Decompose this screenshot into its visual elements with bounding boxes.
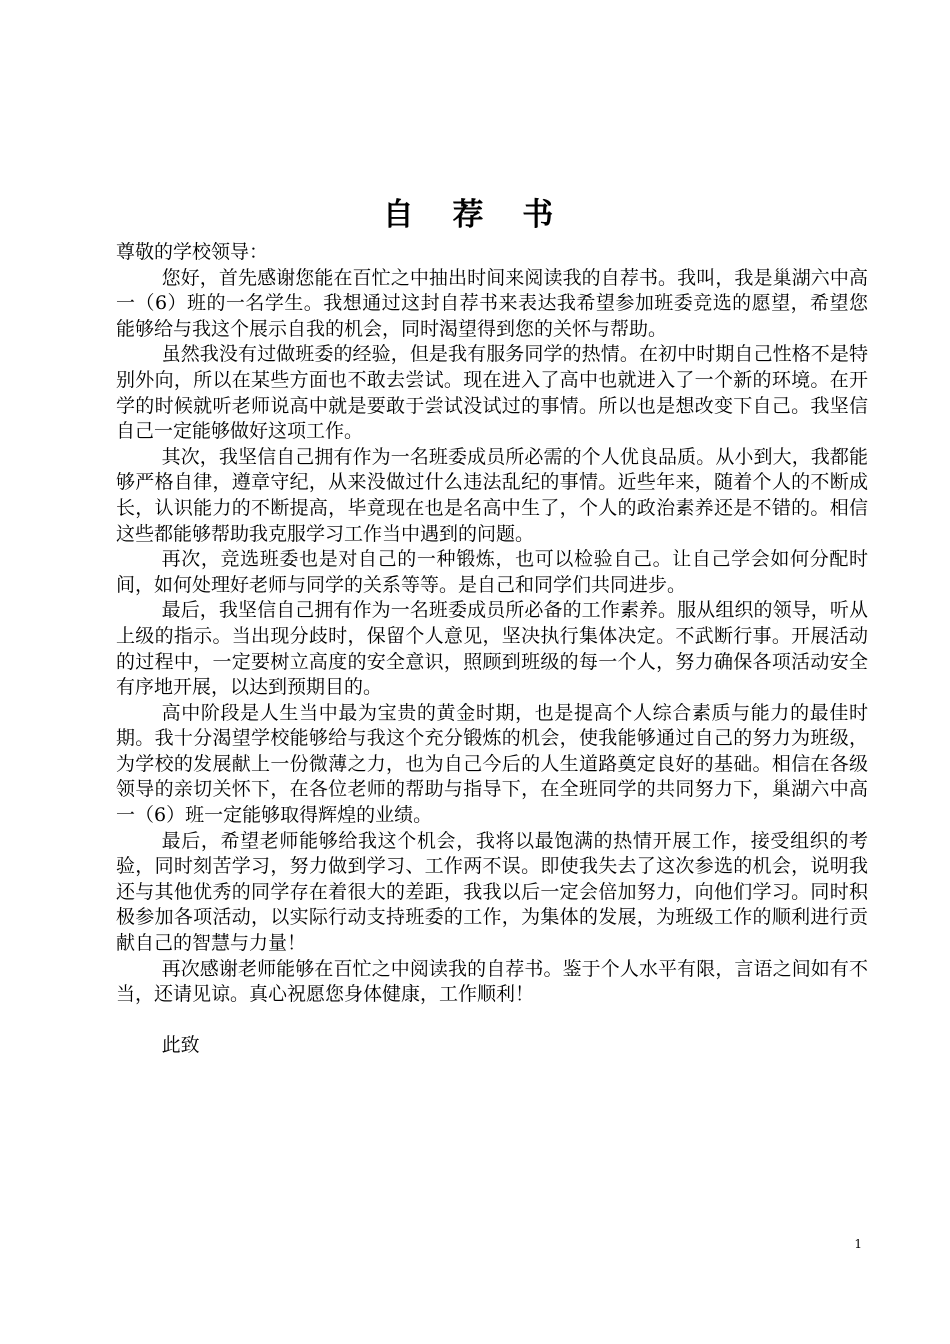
document-title: 自 荐 书 [382, 196, 568, 233]
paragraph-5: 最后，我坚信自己拥有作为一名班委成员所必备的工作素养。服从组织的领导，听从上级的指示。当出现分歧时，保留个人意见，坚决执行集体决定。不武断行事。开展活动的过程中，一定要树立高度的安全意识，照顾到班级的每一个人，努力确保各项活动安全有序地开展，以达到预期目的。 [116, 599, 868, 699]
letter-body [116, 240, 868, 1058]
paragraph-4: 再次，竞选班委也是对自己的一种锻炼，也可以检验自己。让自己学会如何分配时间，如何处理好老师与同学的关系等等。是自己和同学们共同进步。 [116, 548, 868, 596]
paragraph-8: 再次感谢老师能够在百忙之中阅读我的自荐书。鉴于个人水平有限，言语之间如有不当，还请见谅。真心祝愿您身体健康，工作顺利！ [116, 957, 868, 1006]
paragraph-6: 高中阶段是人生当中最为宝贵的黄金时期，也是提高个人综合素质与能力的最佳时期。我十分渴望学校能够给与我这个充分锻炼的机会，使我能够通过自己的努力为班级，为学校的发展献上一份微薄之力，也为自己今后的人生道路奠定良好的基础。相信在各级领导的亲切关怀下，在各位老师的帮助与指导下，在全班同学的共同努力下，巢湖六中高一（6）班一定能够取得辉煌的业绩。 [116, 701, 868, 827]
paragraph-3: 其次，我坚信自己拥有作为一名班委成员所必需的个人优良品质。从小到大，我都能够严格自律，遵章守纪，从来没做过什么违法乱纪的事情。近些年来，随着个人的不断成长，认识能力的不断提高，毕竟现在也是名高中生了，个人的政治素养还是不错的。相信这些都能够帮助我克服学习工作当中遇到的问题。 [116, 445, 868, 545]
paragraph-2: 虽然我没有过做班委的经验，但是我有服务同学的热情。在初中时期自己性格不是特别外向，所以在某些方面也不敢去尝试。现在进入了高中也就进入了一个新的环境。在开学的时候就听老师说高中就是要敢于尝试没试过的事情。所以也是想改变下自己。我坚信自己一定能够做好这项工作。 [116, 343, 868, 443]
closing-phrase: 此致 [161, 1033, 200, 1056]
page-number: 1 [854, 1237, 862, 1251]
paragraph-7: 最后，希望老师能够给我这个机会，我将以最饱满的热情开展工作，接受组织的考验，同时刻苦学习，努力做到学习、工作两不误。即使我失去了这次参选的机会，说明我还与其他优秀的同学存在着很大的差距，我我以后一定会倍加努力，向他们学习。同时积极参加各项活动，以实际行动支持班委的工作，为集体的发展，为班级工作的顺利进行贡献自己的智慧与力量！ [116, 829, 868, 955]
salutation: 尊敬的学校领导： [116, 241, 269, 263]
paragraph-1: 您好，首先感谢您能在百忙之中抽出时间来阅读我的自荐书。我叫，我是巢湖六中高一（6）班的一名学生。我想通过这封自荐书来表达我希望参加班委竞选的愿望，希望您能够给与我这个展示自我的机会，同时渴望得到您的关怀与帮助。 [116, 266, 868, 340]
